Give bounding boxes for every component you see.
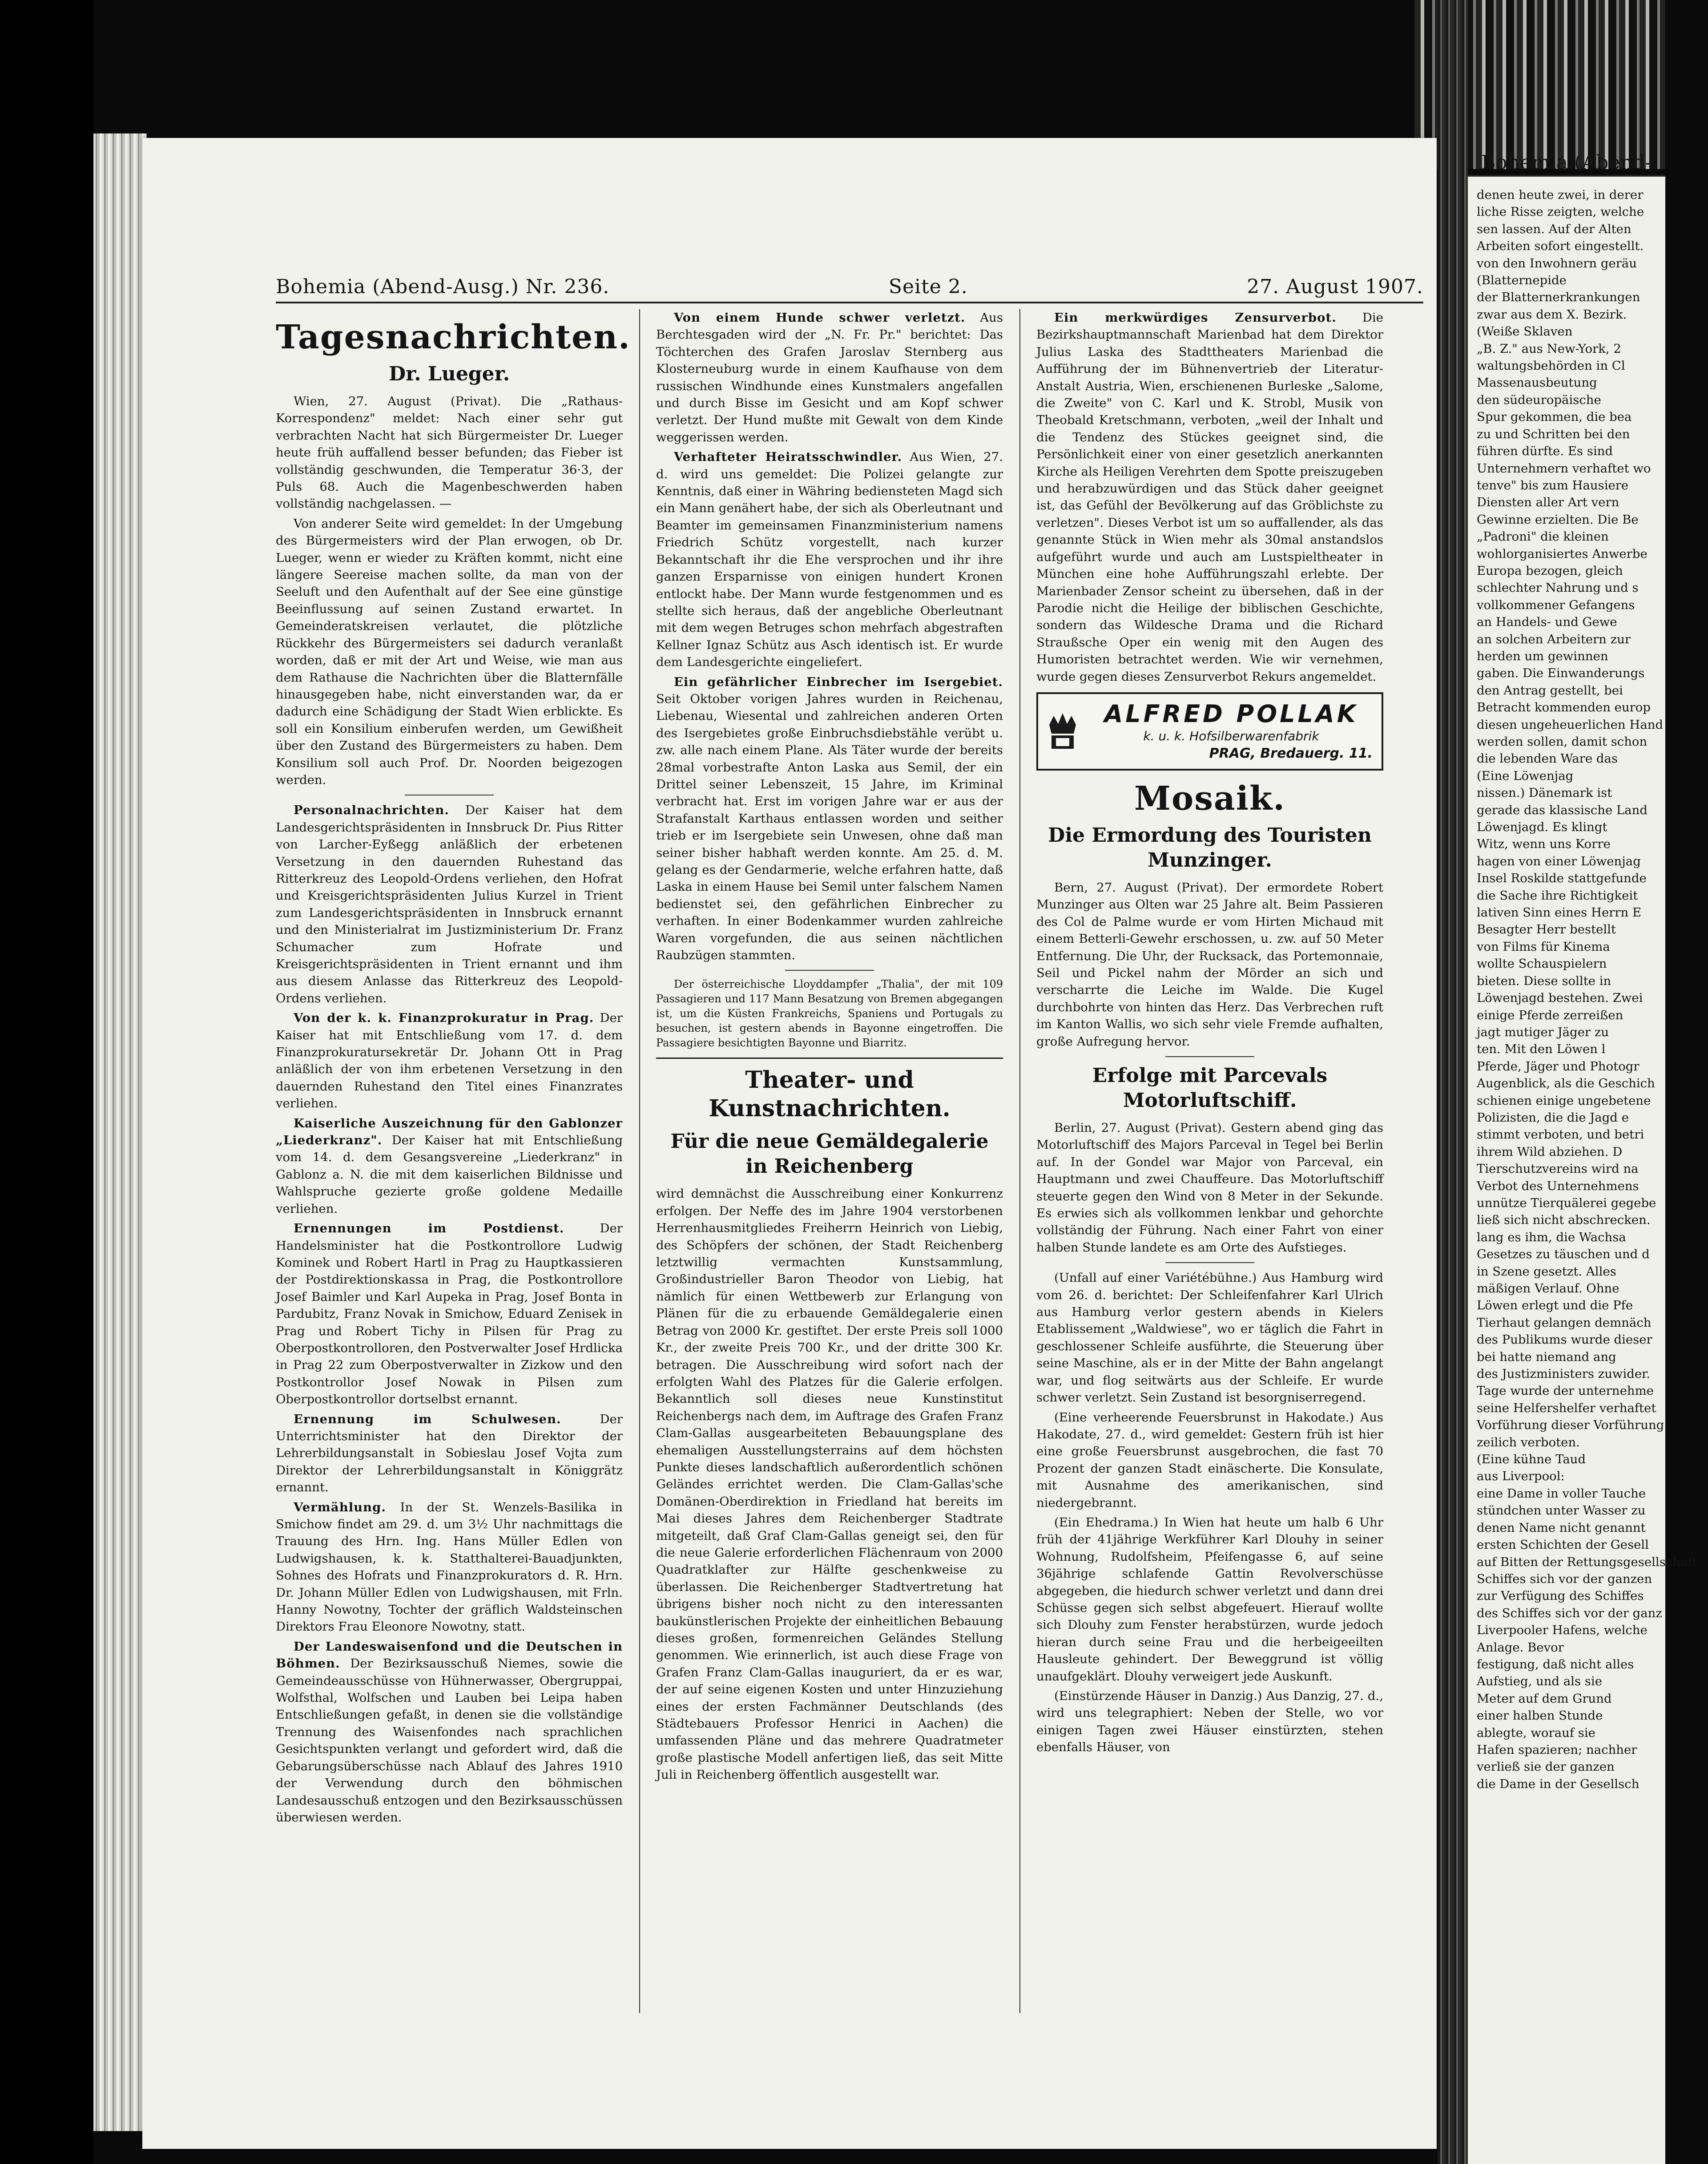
next-page-line: „B. Z." aus New-York, 2 [1477,341,1621,356]
next-page-line: hagen von einer Löwenjag [1477,854,1641,868]
article-hund [656,309,1003,446]
article-title-lueger: Dr. Lueger. [388,363,510,385]
next-page-line: Gewinne erzielten. Die Be [1477,512,1639,527]
next-page-line: Betracht kommenden europ [1477,700,1651,715]
section-title-theater: Theater- und Kunstnachrichten. [709,1066,951,1122]
article-heading: Verhafteter Heiratsschwindler. [674,450,902,464]
next-page-line: schienen einige ungebetene [1477,1093,1651,1108]
next-page-line: (Blatternepide [1477,273,1567,288]
next-page-line: zwar aus dem X. Bezirk. [1477,307,1627,322]
next-page-line: eine Dame in voller Tauche [1477,1486,1646,1501]
article-heading: Personalnachrichten. [294,803,449,818]
next-page-line: Hafen spazieren; nachher [1477,1742,1637,1757]
next-page-line: des Justizministers zuwider. [1477,1367,1651,1381]
next-page-line: diesen ungeheuerlichen Hand [1477,717,1664,732]
next-page-line: des Schiffes sich vor der ganz [1477,1606,1662,1620]
next-page-line: wohlorganisiertes Anwerbe [1477,546,1648,561]
next-page-line: Polizisten, die die Jagd e [1477,1110,1629,1125]
article-title-galerie: Für die neue Gemäldegalerie [670,1130,989,1153]
next-page-line: Insel Roskilde stattgefunde [1477,871,1647,886]
article-divider [785,970,874,971]
next-page-line: an Handels- und Gewe [1477,615,1617,630]
next-page-line: einer halben Stunde [1477,1708,1603,1723]
article-hakodate: (Eine verheerende Feuersbrunst in Hakodate.) Aus Hakodate, 27. d., wird gemeldet: Gestern früh ist hier eine große Feuersbrunst ausgebrochen, die fast 70 Prozent der ganzen Stadt einäscherte. Die Konsulate, mit Ausnahme des amerikanischen, sind niedergebrannt. [1036,1410,1383,1510]
article-title-galerie-2: in Reichenberg [745,1155,914,1178]
article-body: Der Kaiser hat mit Entschließung vom 14. d. dem Gesangsvereine „Liederkranz" in Gablonz a. N. die mit dem kaiserlichen Bildnisse und Wahlspruche gezierte große goldene Medaille verliehen. [276,1133,623,1216]
next-page-line: mäßigen Verlauf. Ohne [1477,1281,1619,1296]
section-title-mosaik: Mosaik. [1134,779,1286,818]
advertisement-pollak [1036,692,1383,771]
scan-left-margin [0,0,93,2164]
article-heading: Ernennung im Schulwesen. [294,1412,561,1426]
next-page-line: führen dürfte. Es sind [1477,444,1613,459]
next-page-masthead: Bohemia (Abend- [1481,151,1652,174]
next-page-line: Massenausbeutung [1477,375,1597,390]
masthead-rule [276,302,1423,303]
next-page-line: die lebenden Ware das [1477,751,1618,766]
next-page-line: Anlage. Bevor [1477,1640,1564,1655]
article-postdienst [276,1220,623,1408]
article-body: Aus Wien, 27. d. wird uns gemeldet: Die Polizei gelangte zur Kenntnis, daß einer in Währing bediensteten Magd sich ein Mann genähert habe, der sich als Oberleutnant und Beamter im gemeinsamen Finanzministerium namens Friedrich Schütz vorgestellt, nach kurzer Bekanntschaft ihr die Ehe versprochen und ihr ihre ganzen Ersparnisse von einigen hundert Kronen entlockt habe. Der Mann wurde festgenommen und es stellte sich heraus, daß der angebliche Oberleutnant mit dem wegen Betruges schon mehrfach abgestraften Kellner Ignaz Schütz aus Asch identisch ist. Er wurde dem Landesgerichte eingeliefert. [656,450,1003,670]
next-page-line: ten. Mit den Löwen l [1477,1042,1606,1057]
page-stack-edge [93,133,147,2131]
next-page-line: Unternehmern verhaftet wo [1477,461,1651,476]
next-page-line: zeilich verboten. [1477,1435,1580,1449]
article-vermaehlung [276,1499,623,1635]
next-page-line: herden um gewinnen [1477,649,1608,663]
column-3 [1036,309,1383,1759]
article-landeswaisenfond [276,1638,623,1826]
next-page-line: der Blatternerkrankungen [1477,290,1640,305]
article-lloyddampfer: Der österreichische Lloyddampfer „Thalia", der mit 109 Passagieren und 117 Mann Besatzung von Bremen abgegangen ist, um die Küsten Frankreichs, Spaniens und Portugals zu besuchen, ist gestern abends in Bayonne eingetroffen. Die Passagiere besichtigten Bayonne und Biarritz. [656,978,1003,1050]
next-page-line: Aufstieg, und als sie [1477,1674,1603,1689]
next-page-line: lang es ihm, die Wachsa [1477,1230,1626,1244]
next-page-line: ablegte, worauf sie [1477,1725,1595,1740]
next-page-line: seine Helfershelfer verhaftet [1477,1401,1656,1415]
next-page-line: aus Liverpool: [1477,1469,1565,1484]
next-page-line: „Padroni" die kleinen [1477,529,1609,544]
article-heading: Von einem Hunde schwer verletzt. [674,311,966,325]
next-page-line: Verbot des Unternehmens [1477,1179,1639,1193]
article-body: Seit Oktober vorigen Jahres wurden in Reichenau, Liebenau, Wiesental und zahlreichen anderen Orten des Isergebietes große Einbruchsdiebstähle verübt u. zw. alle nach einem Plane. Als Täter wurde der bereits 28mal vorbestrafte Anton Laska aus Semil, der ein Drittel seiner Lebenszeit, 15 Jahre, im Kriminal verbracht hat. Erst im vorigen Jahre war er aus der Strafanstalt Karthaus entlassen worden und seither trieb er im Isergebiete sein Unwesen, ohne daß man seiner bisher habhaft werden konnte. Am 25. d. M. gelang es der Gendarmerie, welche erfahren hatte, daß Laska in einem Hause bei Semil unter falschem Namen bedienstet sei, den gefährlichen Einbrecher zu verhaften. In einer Bodenkammer wurden zahlreiche Waren vorgefunden, die aus seinen nächtlichen Raubzügen stammten. [656,691,1003,963]
next-page-line: Tage wurde der unternehme [1477,1384,1654,1398]
next-page-line: Augenblick, als die Geschich [1477,1076,1655,1091]
next-page-line: lativen Sinn eines Herrn E [1477,905,1642,920]
next-page-line: Tierhaut gelangen demnäch [1477,1315,1652,1330]
article-heading: Der Landeswaisenfond und die Deutschen in Böhmen. [276,1639,623,1671]
next-page-line: in Szene gesetzt. Alles [1477,1264,1616,1279]
article-paragraph: wird demnächst die Ausschreibung einer Konkurrenz erfolgen. Der Neffe des im Jahre 1904 verstorbenen Herrenhausmitgliedes Freiherrn Heinrich von Liebig, des Schöpfers der schönen, der Stadt Reichenberg letztwillig vermachten Kunstsammlung, Großindustrieller Baron Theodor von Liebig, hat nämlich für einen Wettbewerb zur Erlangung von Plänen für die zu erbauende Gemäldegalerie einen Betrag von 2000 Kr. gestiftet. Der erste Preis soll 1000 Kr., der zweite Preis 700 Kr., und der dritte 300 Kr. betragen. Die Ausschreibung wird sofort nach der erfolgten Wahl des Platzes für die Galerie erfolgen. Bekanntlich soll dieses neue Kunstinstitut Reichenbergs nach dem, im Auftrage des Grafen Franz Clam-Gallas ausgearbeiteten Bebauungsplane des ehemaligen Ausstellungsterrains auf dem höchsten Punkte dieses landschaftlich außerordentlich schönen Geländes errichtet werden. Die Clam-Gallas'sche Domänen-Oberdirektion in Friedland hat bereits im Mai dieses Jahres dem Reichenberger Stadtrate mitgeteilt, daß Graf Clam-Gallas geneigt sei, den für die neue Galerie erforderlichen Flächenraum von 2000 Quadratklafter zur Hälfte geschenkweise zu überlassen. Die Reichenberger Stadtvertretung hat übrigens bisher noch nicht zu den interessanten baukünstlerischen Projekte der einheitlichen Bebauung dieses großen, formenreichen Geländes Stellung genommen. Wie erinnerlich, ist auch diese Frage von Grafen Franz Clam-Gallas inauguriert, da er es war, der auf seine eigenen Kosten und unter Hinzuziehung eines der ersten Fachmänner Deutschlands (des Städtebauers Professor Henrici in Aachen) die umfassenden Pläne und das mehrere Quadratmeter große plastische Modell anfertigen ließ, das seit Mitte Juli in Reichenberg öffentlich ausgestellt war. [656,1187,1003,1782]
next-page-line: Vorführung dieser Vorführung [1477,1418,1664,1433]
article-title-munzinger: Die Ermordung des Touristen Munzinger. [1048,824,1372,872]
next-page-line: an solchen Arbeitern zur [1477,632,1631,646]
ad-company-name: ALFRED POLLAK [1104,699,1358,728]
next-page-fragment [1468,176,1697,2164]
article-personalnachrichten [276,802,623,1007]
article-einbrecher [656,674,1003,964]
next-page-line: (Eine kühne Taud [1477,1452,1586,1467]
article-finanzprokuratur [276,1009,623,1112]
next-page-line: einige Pferde zerreißen [1477,1008,1623,1022]
next-page-line: (Weiße Sklaven [1477,324,1573,339]
next-page-line: Diensten aller Art vern [1477,495,1619,510]
next-page-line: Gesetzes zu täuschen und d [1477,1247,1650,1262]
next-page-text [1477,186,1708,1793]
masthead-title: Bohemia (Abend-Ausg.) Nr. 236. [276,275,610,298]
next-page-line: ersten Schichten der Gesell [1477,1538,1649,1552]
article-heading: Kaiserliche Auszeichnung für den Gablonzer „Liederkranz". [276,1116,623,1148]
next-page-line: Liverpooler Hafens, welche [1477,1623,1648,1638]
next-page-line: Löwen erlegt und die Pfe [1477,1298,1633,1313]
article-ehedrama: (Ein Ehedrama.) In Wien hat heute um halb 6 Uhr früh der 41jährige Werkführer Karl Dlouhy in seiner Wohnung, Rudolfsheim, Pfeifengasse 6, auf seine 36jährige schlafende Gattin Revolverschüsse abgegeben, die hiedurch schwer verletzt und dann drei Schüsse gegen sich selbst abgefeuert. Hierauf wollte sich Dlouhy zum Fenster herabstürzen, wurde jedoch hieran durch seine Frau und die herbeigeeilten Hausleute gehindert. Der Beweggrund ist völlig unaufgeklärt. Dlouhy verweigert jede Auskunft. [1036,1515,1383,1684]
article-paragraph: Wien, 27. August (Privat). Die „Rathaus-Korrespondenz" meldet: Nach einer sehr gut verbrachten Nacht hat sich Bürgermeister Dr. Lueger heute früh auffallend besser befunden; das Fieber ist vollständig geschwunden, die Temperatur 36·3, der Puls 68. Auch die Magenbeschwerden haben vollständig nachgelassen. — [276,394,623,511]
next-page-line: Besagter Herr bestellt [1477,922,1616,937]
next-page-line: gerade das klassische Land [1477,803,1648,817]
article-heading: Ernennungen im Postdienst. [294,1221,564,1236]
article-body: Der Unterrichtsminister hat den Direktor der Lehrerbildungsanstalt in Sobieslau Josef Vojta zum Direktor der Lehrerbildungsanstalt in Königgrätz ernannt. [276,1412,623,1495]
next-page-line: vollkommener Gefangens [1477,598,1635,612]
column-rule [639,309,640,2013]
crown-logo-icon [1047,711,1078,751]
next-page-line: von den Inwohnern geräu [1477,256,1637,270]
next-page-rule [1468,175,1665,177]
next-page-line: die Dame in der Gesellsch [1477,1776,1640,1791]
ad-description: k. u. k. Hofsilberwarenfabrik [1143,728,1319,743]
masthead [276,271,1423,298]
next-page-line: Spur gekommen, die bea [1477,410,1632,424]
article-liederkranz [276,1115,623,1217]
article-divider [1165,1056,1254,1057]
next-page-line: Löwenjagd. Es klingt [1477,820,1607,835]
article-heiratsschwindler [656,448,1003,670]
next-page-line: werden sollen, damit schon [1477,735,1648,749]
column-rule [1019,309,1020,2013]
article-body: Der Kaiser hat dem Landesgerichtspräsidenten in Innsbruck Dr. Pius Ritter von Larcher-Eyßegg anläßlich der erbetenen Versetzung in den dauernden Ruhestand das Ritterkreuz des Leopold-Ordens verliehen, den Hofrat und Kreisgerichtspräsidenten Julius Kurzel in Trient zum Landesgerichtspräsidenten in Innsbruck ernannt und den Ministerialrat im Justizministerium Dr. Franz Schumacher zum Hofrate und Kreisgerichtspräsidenten in Trient ernannt und ihm aus diesem Anlasse das Ritterkreuz des Leopold-Ordens verliehen. [276,803,623,1005]
next-page-line: waltungsbehörden in Cl [1477,359,1625,373]
column-2 [656,309,1003,1786]
article-body: Aus Berchtesgaden wird der „N. Fr. Pr." berichtet: Das Töchterchen des Grafen Jaroslav Sternberg aus Klosterneuburg wurde in einem Kaufhause von dem russischen Windhunde eines Kunstmalers angefallen und durch Bisse im Gesicht und am Kopf schwer verletzt. Der Hund mußte mit Gewalt von dem Kinde weggerissen werden. [656,311,1003,444]
article-body: Der Bezirksausschuß Niemes, sowie die Gemeindeausschüsse von Hühnerwasser, Obergruppai, Wolfsthal, Wolfschen und Lauben bei Leipa haben Entschließungen gefaßt, in denen sie die vollständige Trennung des Waisenfondes nach sprachlichen Gesichtspunkten verlangt und gefordert wird, daß die Gebarungsüberschüsse nach Ablauf des Jahres 1910 der Verwendung durch den böhmischen Landesausschuß entzogen und den Bezirksausschüssen überwiesen werden. [276,1656,623,1825]
article-heading: Ein gefährlicher Einbrecher im Isergebiet. [674,674,1003,689]
next-page-line: stimmt verboten, und betri [1477,1127,1644,1142]
next-page-line: ließ sich nicht abschrecken. [1477,1213,1651,1227]
article-title-parseval: Erfolge mit Parcevals Motorluftschiff. [1092,1064,1328,1112]
ad-address: PRAG, Bredauerg. 11. [1209,745,1373,761]
next-page-line: bei hatte niemand ang [1477,1349,1616,1364]
next-page-line: Arbeiten sofort eingestellt. [1477,239,1644,254]
article-schulwesen [276,1411,623,1496]
next-page-line: Pferde, Jäger und Photogr [1477,1059,1640,1074]
next-page-line: schlechter Nahrung und s [1477,581,1639,595]
next-page-line: bieten. Diese sollte in [1477,973,1611,988]
section-divider [656,1058,1003,1059]
next-page-line: jagt mutiger Jäger zu [1477,1025,1609,1039]
article-heading: Vermählung. [294,1500,386,1514]
next-page-line: zu und Schritten bei den [1477,427,1630,441]
next-page-line: (Eine Löwenjag [1477,768,1574,783]
ad-text [1090,700,1373,763]
article-heading: Ein merkwürdiges Zensurverbot. [1054,311,1337,325]
next-page-line: liche Risse zeigten, welche [1477,205,1644,219]
article-divider [1165,1262,1254,1263]
next-page-line: Tierschutzvereins wird na [1477,1162,1639,1176]
next-page-line: denen heute zwei, in derer [1477,188,1644,202]
section-title-tagesnachrichten: Tagesnachrichten. [276,318,631,356]
next-page-line: nissen.) Dänemark ist [1477,786,1612,800]
article-paragraph: Berlin, 27. August (Privat). Gestern abend ging das Motorluftschiff des Majors Parceval in Tegel bei Berlin auf. In der Gondel war Major von Parceval, ein Hauptmann und zwei Chauffeure. Das Motorluftschiff steuerte gegen den Wind von 8 Meter in der Sekunde. Es erwies sich als vollkommen lenkbar und gehorchte vollständig der Führung. Nach einer Fahrt von einer halben Stunde landete es am Orte des Aufstieges. [1036,1121,1383,1255]
scan-gutter [1438,0,1468,2164]
next-page-line: verließ sie der ganzen [1477,1760,1615,1774]
next-page-line: die Sache ihre Richtigkeit [1477,888,1638,903]
next-page-line: Löwenjagd bestehen. Zwei [1477,991,1643,1005]
article-body: In der St. Wenzels-Basilika in Smichow findet am 29. d. um 3½ Uhr nachmittags die Trauung des Hrn. Ing. Hans Müller Edlen von Ludwigshausen, k. k. Statthalterei-Bauadjunkten, Sohnes des Hofrats und Finanzprokurators d. R. Hrn. Dr. Johann Müller Edlen von Ludwigshausen, mit Frln. Hanny Nowotny, Tochter der gräflich Waldsteinschen Direktors Frau Eleonore Nowotny, statt. [276,1500,623,1634]
next-page-line: den Antrag gestellt, bei [1477,683,1623,698]
next-page-line: des Publikums wurde dieser [1477,1332,1652,1347]
next-page-line: den südeuropäische [1477,392,1601,407]
article-heading: Von der k. k. Finanzprokuratur in Prag. [294,1011,594,1025]
article-paragraph: Bern, 27. August (Privat). Der ermordete Robert Munzinger aus Olten war 25 Jahre alt. Beim Passieren des Col de Palme wurde er vom Hirten Michaud mit einem Betterli-Gewehr erschossen, u. zw. auf 50 Meter Entfernung. Die Uhr, der Rucksack, das Portemonnaie, Seil und Pickel nahm der Mörder an sich und verscharrte die Leiche im Walde. Die Kugel durchbohrte von hinten das Herz. Das Verbrechen ruft im Kanton Wallis, wo sich sehr viele Fremde aufhalten, große Aufregung hervor. [1036,880,1383,1049]
next-page-line: sen lassen. Auf der Alten [1477,222,1631,236]
next-page-line: tenve" bis zum Hausiere [1477,478,1629,493]
next-page-line: wollte Schauspielern [1477,957,1607,971]
article-body: Die Bezirkshauptmannschaft Marienbad hat dem Direktor Julius Laska des Stadttheaters Marienbad die Aufführung der im Bühnenvertrieb der Literatur-Anstalt Austria, Wien, erschienenen Burleske „Salome, die Zweite" von C. Karl und K. Strobl, Musik von Theobald Kretschmann, verboten, „weil der Inhalt und die Tendenz des Stückes geeignet sind, die Persönlichkeit einer von einer gesetzlich anerkannten Kirche als Heiligen Verehrten dem Spotte preiszugeben und herabzuwürdigen und das Stück daher geeignet ist, das Gefühl der Bevölkerung auf das Gröblichste zu verletzen". Dieses Verbot ist um so auffallender, als das genannte Stück in Wien mehr als 30mal anstandslos aufgeführt wurde und auch am Lustspieltheater in München eine hohe Aufführungszahl erlebte. Der Marienbader Zensor scheint zu übersehen, daß in der Parodie nicht die Heilige der biblischen Geschichte, sondern das Wildesche Drama und die Richard Straußsche Oper ein wenig mit den Augen des Humoristen betrachtet werden. Wie wir vernehmen, wurde gegen dieses Zensurverbot Rekurs angemeldet. [1036,311,1383,684]
article-body: Der Handelsminister hat die Postkontrollore Ludwig Kominek und Robert Hartl in Prag zu Hauptkassieren der Postdirektionskassa in Prag, die Postkontrollore Josef Baimler und Karl Aupeka in Prag, Josef Bonta in Pardubitz, Franz Novak in Smichow, Eduard Zenisek in Prag und Robert Tichy in Pilsen für Prag zu Oberpostkontrolloren, den Postverwalter Josef Hrdlicka in Prag 22 zum Oberpostverwalter in Zizkow und den Postkontrollor Josef Nowak in Pilsen zum Oberpostkontrollor dortselbst ernannt. [276,1221,623,1407]
next-page-line: denen Name nicht genannt [1477,1520,1646,1535]
masthead-page-number: Seite 2. [888,275,968,298]
next-page-line: stündchen unter Wasser zu [1477,1503,1646,1518]
next-page-line: ihrem Wild abziehen. D [1477,1144,1623,1159]
newspaper-page [142,138,1437,2149]
next-page-line: unnütze Tierquälerei gegebe [1477,1195,1656,1210]
next-page-line: von Films für Kinema [1477,939,1610,954]
article-danzig: (Einstürzende Häuser in Danzig.) Aus Danzig, 27. d., wird uns telegraphiert: Neben der Stelle, wo vor einigen Tagen zwei Häuser einstürzten, stehen ebenfalls Häuser, von [1036,1689,1383,1755]
next-page-line: Meter auf dem Grund [1477,1691,1612,1706]
article-paragraph: Von anderer Seite wird gemeldet: In der Umgebung des Bürgermeisters wird der Plan erwogen, ob Dr. Lueger, wenn er wieder zu Kräften kommt, nicht eine längere Seereise machen sollte, da man von der Seeluft und den Aufenthalt auf der See eine günstige Beeinflussung auf seinen Zustand erwartet. In Gemeinderatskreisen verlautet, die plötzliche Rückkehr des Bürgermeisters sei dadurch veranlaßt worden, daß er mit der Art und Weise, wie man aus dem Rathause die Nachrichten über die Blatternfälle hinausgegeben habe, nicht einverstanden war, da er dadurch eine Schädigung der Stadt Wien erblickte. Es soll ein Konsilium einberufen werden, um Gewißheit über den Zustand des Bürgermeisters zu haben. Dem Konsilium soll auch Prof. Dr. Noorden beigezogen werden. [276,516,623,787]
next-page-line: gaben. Die Einwanderungs [1477,666,1645,681]
next-page-line: auf Bitten der Rettungsgesellschaft [1477,1554,1697,1569]
article-body: Der Kaiser hat mit Entschließung vom 17. d. dem Finanzprokuratursekretär Dr. Johann Ott in Prag anläßlich der von ihm erbetenen Versetzung in den dauernden Ruhestand den Titel eines Finanzrates verliehen. [276,1011,623,1111]
next-page-line: zur Verfügung des Schiffes [1477,1589,1644,1603]
next-page-line: festigung, daß nicht alles [1477,1657,1634,1671]
next-page-line: Europa bezogen, gleich [1477,563,1623,578]
column-1 [276,309,631,1829]
masthead-date: 27. August 1907. [1247,275,1423,298]
article-unfall: (Unfall auf einer Variétébühne.) Aus Hamburg wird vom 26. d. berichtet: Der Schleifenfahrer Karl Ulrich aus Hamburg verlor gestern abends in Kielers Etablissement „Waldwiese", wo er täglich die Fahrt in geschlossener Schleife ausführte, die Steuerung über seine Maschine, als er in der Mitte der Bahn angelangt war, und flog seitwärts aus der Schleife. Er wurde schwer verletzt. Sein Zustand ist besorgniserregend. [1036,1271,1383,1405]
next-page-line: Schiffes sich vor der ganzen [1477,1571,1652,1586]
next-page-line: Witz, wenn uns Korre [1477,837,1611,852]
article-zensurverbot [1036,309,1383,685]
